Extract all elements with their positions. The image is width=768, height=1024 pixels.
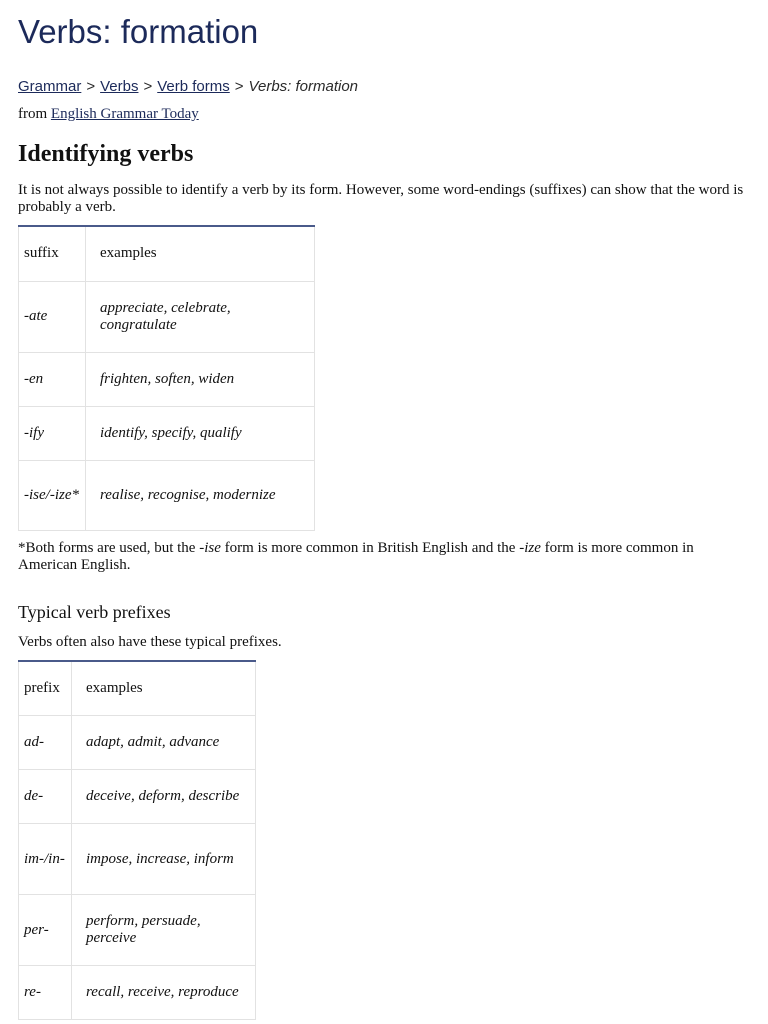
table-row <box>19 770 256 824</box>
article <box>18 0 750 1020</box>
table-header-row <box>19 661 256 716</box>
breadcrumb-link-grammar[interactable]: Grammar <box>18 78 82 95</box>
suffix-footnote <box>18 540 750 574</box>
suffix-table <box>18 225 315 531</box>
prefix-cell: im-/in- <box>19 824 72 895</box>
examples-cell: recall, receive, reproduce <box>72 966 256 1020</box>
table-row <box>19 716 256 770</box>
footnote-ize: -ize <box>519 539 541 556</box>
suffix-cell: -ate <box>19 281 86 352</box>
breadcrumb-link-verb-forms[interactable]: Verb forms <box>157 78 230 95</box>
page-title: Verbs: formation <box>18 13 259 50</box>
section-intro: Verbs often also have these typical prefixes. <box>18 633 282 650</box>
prefix-table <box>18 660 256 1021</box>
table-row <box>19 966 256 1020</box>
column-header-examples: examples <box>72 661 256 716</box>
suffix-cell: -ify <box>19 406 86 460</box>
examples-cell: deceive, deform, describe <box>72 770 256 824</box>
examples-cell: adapt, admit, advance <box>72 716 256 770</box>
table-row <box>19 281 315 352</box>
examples-cell: perform, persuade, perceive <box>72 895 256 966</box>
suffix-cell: -en <box>19 352 86 406</box>
examples-cell: realise, recognise, modernize <box>86 460 315 530</box>
table-header-row <box>19 226 315 281</box>
table-row <box>19 824 256 895</box>
prefix-cell: re- <box>19 966 72 1020</box>
breadcrumb-separator: > <box>143 78 153 95</box>
table-row <box>19 352 315 406</box>
section-intro: It is not always possible to identify a verb by its form. However, some word-endings (suffixes) can show that the word is probably a verb. <box>18 182 744 215</box>
column-header-prefix: prefix <box>19 661 72 716</box>
examples-cell: impose, increase, inform <box>72 824 256 895</box>
section-heading-verb-prefixes: Typical verb prefixes <box>18 601 171 622</box>
table-row <box>19 460 315 530</box>
footnote-text: form is more common in American English. <box>18 539 694 573</box>
source-link[interactable]: English Grammar Today <box>50 106 199 122</box>
examples-cell: appreciate, celebrate, congratulate <box>86 281 315 352</box>
prefix-cell: de- <box>19 770 72 824</box>
suffix-cell: -ise/-ize* <box>19 460 86 530</box>
breadcrumb-link-verbs[interactable]: Verbs <box>100 78 139 95</box>
prefix-cell: ad- <box>19 716 72 770</box>
table-row <box>19 406 315 460</box>
source-prefix: from <box>18 106 48 122</box>
column-header-examples: examples <box>86 226 315 281</box>
footnote-text: *Both forms are used, but the <box>18 539 200 556</box>
footnote-ise: -ise <box>199 539 221 556</box>
footnote-text: form is more common in British English and the <box>220 539 520 556</box>
column-header-suffix: suffix <box>19 226 86 281</box>
section-heading-identifying-verbs: Identifying verbs <box>18 141 194 167</box>
source-line <box>18 105 750 123</box>
examples-cell: identify, specify, qualify <box>86 406 315 460</box>
table-row <box>19 895 256 966</box>
breadcrumb-separator: > <box>234 78 244 95</box>
breadcrumb-current: Verbs: formation <box>248 78 359 95</box>
examples-cell: frighten, soften, widen <box>86 352 315 406</box>
breadcrumb-separator: > <box>86 78 96 95</box>
breadcrumb <box>18 78 750 96</box>
prefix-cell: per- <box>19 895 72 966</box>
